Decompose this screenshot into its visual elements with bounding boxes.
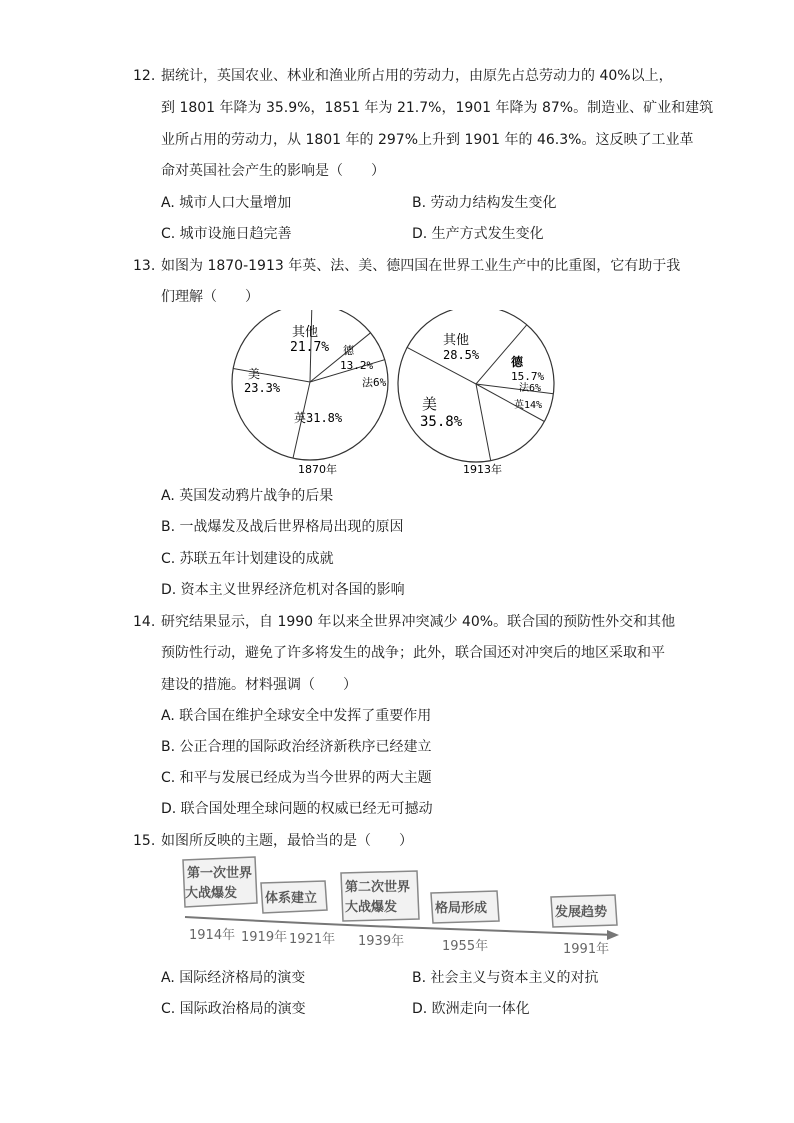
sign-ww1-line1: 第一次世界 [187, 866, 253, 881]
sign-ww1-line2: 大战爆发 [185, 886, 238, 901]
value-fa-1913: 法6% [519, 383, 542, 394]
option-a[interactable]: A. 城市人口大量增加 [161, 195, 292, 211]
question-text-line: 如图为 1870-1913 年英、法、美、德四国在世界工业生产中的比重图，它有助于我 [161, 258, 681, 274]
pie-title-1913: 1913年 [463, 463, 502, 476]
value-uk-1870: 英31.8% [294, 411, 343, 425]
value-other-1870: 21.7% [290, 340, 330, 355]
year-1921: 1921年 [289, 932, 336, 947]
label-other-1913: 其他 [443, 333, 470, 348]
option-b[interactable]: B. 一战爆发及战后世界格局出现的原因 [161, 519, 404, 535]
question-text-line: 研究结果显示，自 1990 年以来全世界冲突减少 40%。联合国的预防性外交和其他 [161, 614, 676, 630]
option-a[interactable]: A. 英国发动鸦片战争的后果 [161, 488, 334, 504]
option-d[interactable]: D. 联合国处理全球问题的权威已经无可撼动 [161, 801, 433, 817]
year-1955: 1955年 [442, 939, 489, 954]
value-de-1913: 15.7% [511, 370, 545, 383]
value-us-1870: 23.3% [244, 381, 281, 395]
sign-ww2-line1: 第二次世界 [345, 880, 411, 895]
sign-pattern-text: 格局形成 [435, 901, 488, 916]
option-a[interactable]: A. 联合国在维护全球安全中发挥了重要作用 [161, 708, 432, 724]
option-c[interactable]: C. 国际政治格局的演变 [161, 1001, 306, 1017]
value-de-1870: 13.2% [340, 359, 374, 372]
question-text-line: 预防性行动，避免了许多将发生的战争；此外，联合国还对冲突后的地区采取和平 [161, 645, 665, 661]
option-b[interactable]: B. 社会主义与资本主义的对抗 [412, 970, 599, 986]
question-text-line: 们理解（ ） [161, 289, 259, 305]
question-number: 14. [133, 614, 156, 630]
year-1991: 1991年 [563, 942, 610, 955]
option-d[interactable]: D. 生产方式发生变化 [412, 226, 544, 242]
label-us-1913: 美 [422, 395, 438, 413]
sign-ww2-line2: 大战爆发 [345, 900, 398, 915]
question-number: 15. [133, 833, 156, 849]
option-b[interactable]: B. 公正合理的国际政治经济新秩序已经建立 [161, 739, 432, 755]
question-number: 13. [133, 258, 156, 274]
option-c[interactable]: C. 城市设施日趋完善 [161, 226, 292, 242]
year-1914: 1914年 [189, 928, 236, 943]
pie-title-1870: 1870年 [298, 463, 337, 476]
option-b[interactable]: B. 劳动力结构发生变化 [412, 195, 557, 211]
question-number: 12. [133, 68, 156, 84]
option-d[interactable]: D. 资本主义世界经济危机对各国的影响 [161, 582, 405, 598]
timeline-arrow-icon [607, 930, 619, 940]
year-1919: 1919年 [241, 930, 288, 945]
value-other-1913: 28.5% [443, 348, 480, 362]
label-other-1870: 其他 [292, 325, 319, 340]
timeline-figure [175, 855, 625, 955]
question-text-line: 命对英国社会产生的影响是（ ） [161, 163, 385, 179]
question-text-line: 到 1801 年降为 35.9%，1851 年为 21.7%，1901 年降为 87%。制造业、矿业和建筑 [161, 100, 714, 116]
year-1939: 1939年 [358, 934, 405, 949]
option-a[interactable]: A. 国际经济格局的演变 [161, 970, 306, 986]
sign-trend-text: 发展趋势 [555, 905, 608, 920]
option-c[interactable]: C. 和平与发展已经成为当今世界的两大主题 [161, 770, 432, 786]
label-us-1870: 美 [248, 367, 261, 381]
question-text-line: 据统计，英国农业、林业和渔业所占用的劳动力，由原先占总劳动力的 40%以上， [161, 68, 673, 84]
value-fa-1870: 法6% [362, 376, 387, 389]
value-us-1913: 35.8% [420, 414, 463, 430]
value-uk-1913: 英14% [514, 400, 543, 411]
label-de-1870: 德 [343, 344, 354, 357]
option-d[interactable]: D. 欧洲走向一体化 [412, 1001, 530, 1017]
label-de-1913: 德 [511, 355, 524, 369]
sign-system-text: 体系建立 [265, 891, 318, 906]
question-text-line: 业所占用的劳动力，从 1801 年的 297%上升到 1901 年的 46.3%。这反映了工业革 [161, 132, 694, 148]
question-text-line: 如图所反映的主题，最恰当的是（ ） [161, 833, 413, 849]
option-c[interactable]: C. 苏联五年计划建设的成就 [161, 551, 334, 567]
question-text-line: 建设的措施。材料强调（ ） [161, 677, 357, 693]
pie-charts-figure [230, 310, 560, 480]
